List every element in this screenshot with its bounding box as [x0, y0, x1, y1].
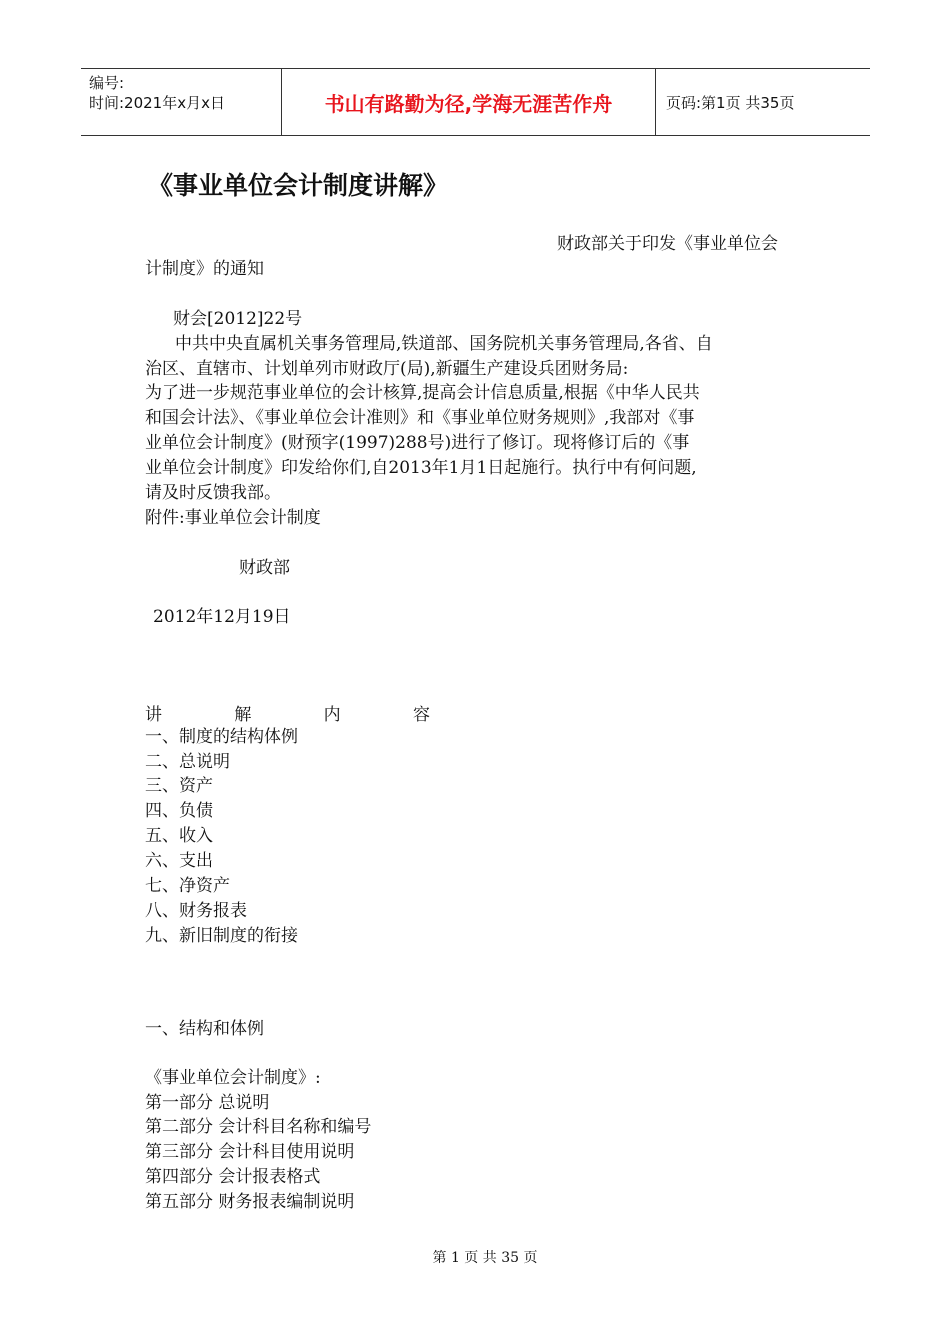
contents-item: 四、负债	[145, 801, 213, 821]
contents-heading-char: 讲	[145, 705, 162, 725]
body-line: 业单位会计制度》印发给你们,自2013年1月1日起施行。执行中有何问题,	[145, 458, 697, 478]
part-item: 第一部分 总说明	[145, 1093, 270, 1113]
contents-heading-char: 内	[323, 705, 341, 725]
header-motto: 书山有路勤为径,学海无涯苦作舟	[282, 69, 656, 135]
doc-number: 财会[2012]22号	[173, 309, 303, 329]
contents-item: 一、制度的结构体例	[145, 727, 298, 747]
page-header	[81, 68, 870, 136]
contents-heading-char: 解	[234, 705, 252, 725]
section-heading: 一、结构和体例	[145, 1019, 264, 1039]
contents-item: 五、收入	[145, 826, 213, 846]
document-title: 《事业单位会计制度讲解》	[148, 171, 449, 200]
header-page-info: 页码:第1页 共35页	[666, 93, 795, 112]
body-line: 为了进一步规范事业单位的会计核算,提高会计信息质量,根据《中华人民共	[145, 383, 700, 403]
body-line: 和国会计法》、《事业单位会计准则》和《事业单位财务规则》,我部对《事	[145, 408, 695, 428]
contents-heading	[145, 700, 430, 725]
doc-time-label: 时间:2021年x月x日	[89, 94, 225, 112]
body-line: 业单位会计制度》(财预字(1997)288号)进行了修订。现将修订后的《事	[145, 433, 690, 453]
attachment-line: 附件:事业单位会计制度	[145, 508, 321, 528]
part-item: 第二部分 会计科目名称和编号	[145, 1117, 372, 1137]
page-footer: 第 1 页 共 35 页	[432, 1250, 538, 1266]
contents-item: 三、资产	[145, 776, 213, 796]
notice-title-line2: 计制度》的通知	[145, 259, 264, 279]
body-line: 请及时反馈我部。	[145, 483, 281, 503]
contents-item: 二、总说明	[145, 752, 230, 772]
doc-number-label: 编号:	[89, 74, 125, 92]
recipients-line1: 中共中央直属机关事务管理局,铁道部、国务院机关事务管理局,各省、自	[175, 334, 713, 354]
contents-item: 九、新旧制度的衔接	[145, 926, 298, 946]
part-item: 第三部分 会计科目使用说明	[145, 1142, 355, 1162]
header-meta	[81, 69, 282, 135]
issuer: 财政部	[239, 558, 290, 578]
part-item: 第四部分 会计报表格式	[145, 1167, 321, 1187]
contents-item: 八、财务报表	[145, 901, 247, 921]
contents-item: 七、净资产	[145, 876, 230, 896]
contents-heading-char: 容	[412, 705, 430, 725]
recipients-line2: 治区、直辖市、计划单列市财政厅(局),新疆生产建设兵团财务局:	[145, 359, 629, 379]
issue-date: 2012年12月19日	[153, 607, 291, 627]
notice-title-line1: 财政部关于印发《事业单位会	[557, 234, 778, 254]
part-item: 第五部分 财务报表编制说明	[145, 1192, 355, 1212]
system-name: 《事业单位会计制度》:	[145, 1068, 321, 1088]
contents-item: 六、支出	[145, 851, 213, 871]
